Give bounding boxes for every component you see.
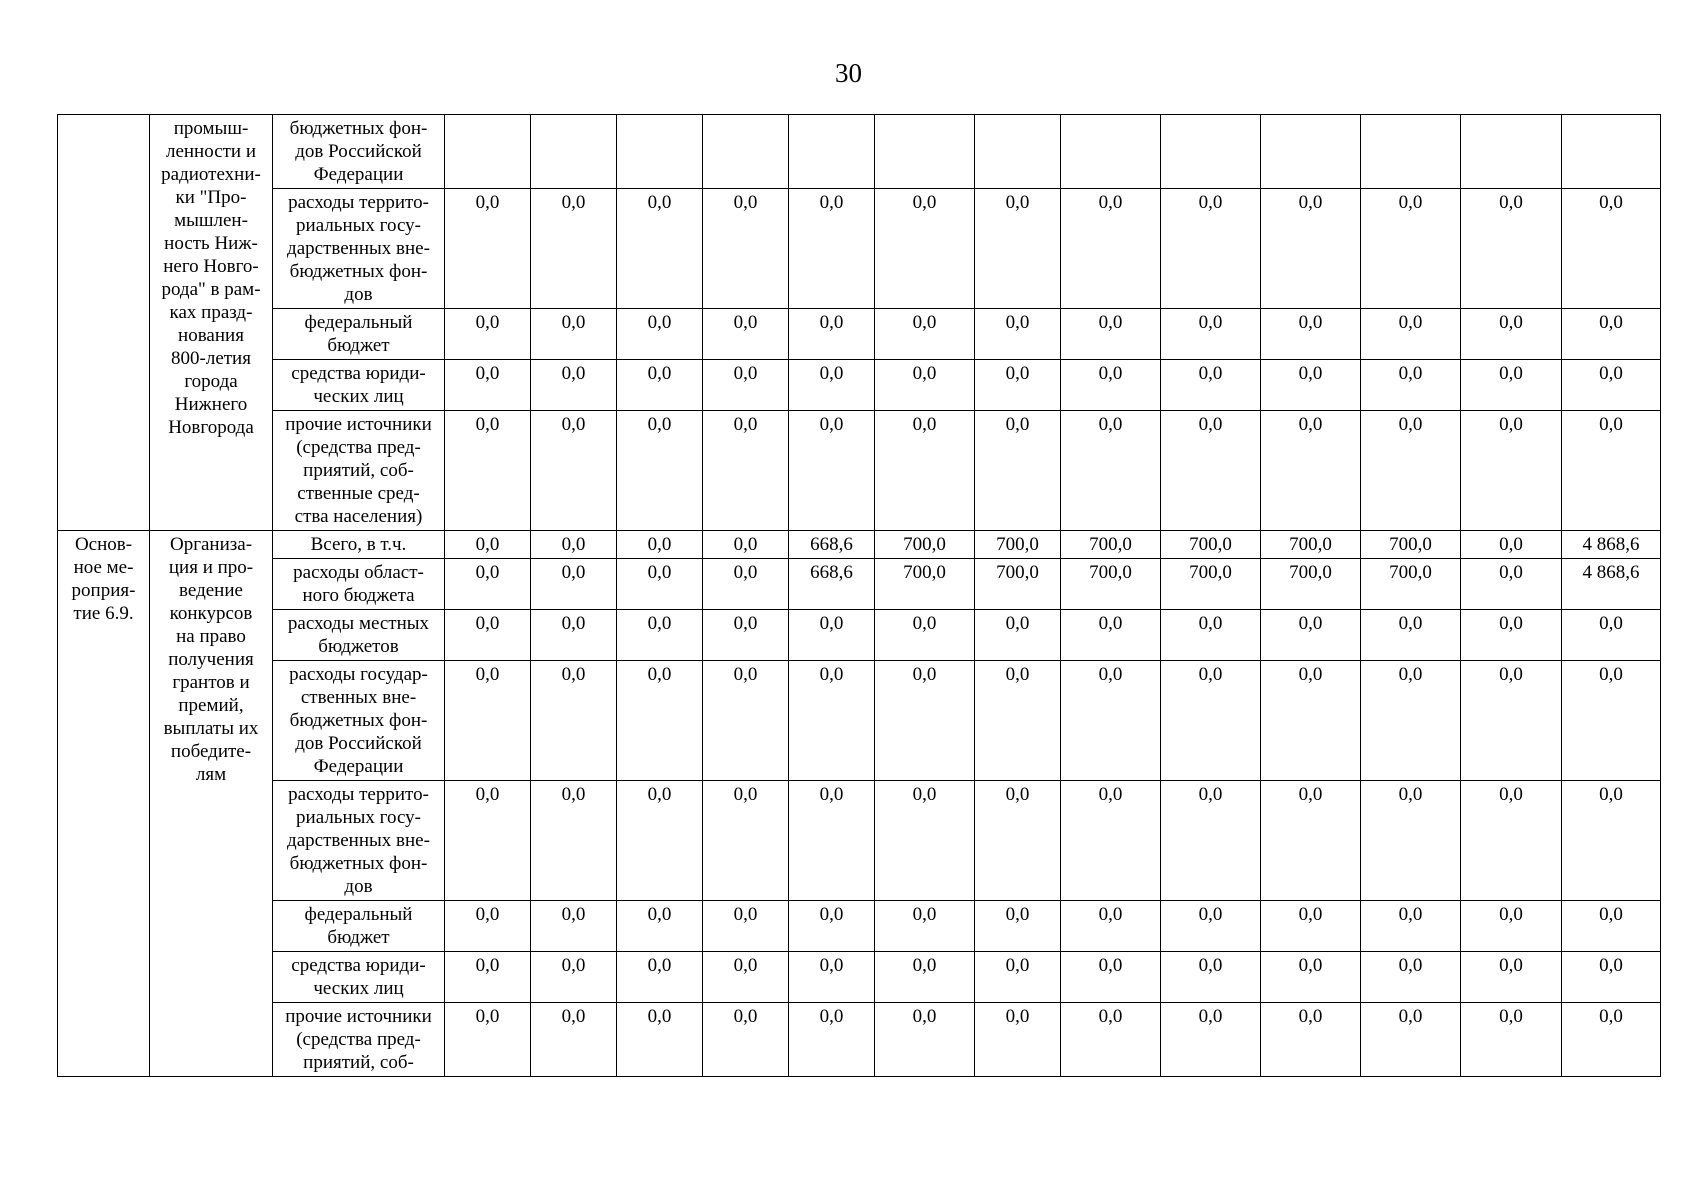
table-row	[58, 531, 1661, 559]
table-row	[58, 952, 1661, 1003]
value-cell: 0,0	[1261, 901, 1361, 952]
value-cell: 0,0	[1461, 661, 1562, 781]
value-cell: 0,0	[703, 1003, 789, 1077]
value-cell: 700,0	[1161, 559, 1261, 610]
value-cell: 0,0	[531, 189, 617, 309]
value-cell: 0,0	[703, 411, 789, 531]
value-cell: 0,0	[1261, 1003, 1361, 1077]
value-cell: 0,0	[1061, 781, 1161, 901]
value-cell: 0,0	[1562, 309, 1661, 360]
value-cell: 0,0	[531, 411, 617, 531]
value-cell	[1562, 115, 1661, 189]
value-cell: 0,0	[1361, 952, 1461, 1003]
value-cell: 0,0	[1261, 781, 1361, 901]
value-cell: 0,0	[1061, 411, 1161, 531]
value-cell: 0,0	[975, 610, 1061, 661]
value-cell: 0,0	[1261, 661, 1361, 781]
value-cell	[617, 115, 703, 189]
value-cell: 0,0	[975, 781, 1061, 901]
funding-source-label: расходы местных бюджетов	[273, 610, 445, 661]
value-cell: 668,6	[789, 559, 875, 610]
value-cell: 0,0	[531, 901, 617, 952]
value-cell: 0,0	[1361, 1003, 1461, 1077]
value-cell	[1361, 115, 1461, 189]
value-cell: 0,0	[617, 309, 703, 360]
value-cell: 0,0	[1361, 411, 1461, 531]
value-cell: 0,0	[1361, 189, 1461, 309]
value-cell: 700,0	[1061, 559, 1161, 610]
value-cell: 0,0	[1562, 901, 1661, 952]
value-cell: 0,0	[789, 309, 875, 360]
funding-source-label: прочие источники (средства пред- приятий, соб-	[273, 1003, 445, 1077]
value-cell: 668,6	[789, 531, 875, 559]
value-cell: 0,0	[1161, 901, 1261, 952]
value-cell: 0,0	[531, 661, 617, 781]
value-cell: 0,0	[875, 952, 975, 1003]
value-cell: 0,0	[1161, 610, 1261, 661]
value-cell: 0,0	[875, 781, 975, 901]
value-cell: 0,0	[1161, 781, 1261, 901]
value-cell: 0,0	[875, 1003, 975, 1077]
value-cell: 0,0	[789, 661, 875, 781]
value-cell: 4 868,6	[1562, 531, 1661, 559]
funding-source-label: средства юриди- ческих лиц	[273, 360, 445, 411]
value-cell: 0,0	[975, 411, 1061, 531]
value-cell: 0,0	[617, 610, 703, 661]
value-cell: 0,0	[1261, 610, 1361, 661]
value-cell: 700,0	[875, 531, 975, 559]
value-cell: 0,0	[531, 781, 617, 901]
value-cell: 0,0	[531, 360, 617, 411]
value-cell: 0,0	[975, 360, 1061, 411]
table-row	[58, 189, 1661, 309]
value-cell: 0,0	[703, 781, 789, 901]
value-cell: 0,0	[1161, 411, 1261, 531]
value-cell: 0,0	[1261, 411, 1361, 531]
value-cell: 0,0	[789, 952, 875, 1003]
funding-source-label: федеральный бюджет	[273, 309, 445, 360]
value-cell: 700,0	[1161, 531, 1261, 559]
measure-code-cell	[58, 115, 150, 531]
value-cell: 0,0	[1361, 360, 1461, 411]
value-cell: 0,0	[1161, 1003, 1261, 1077]
funding-source-label: Всего, в т.ч.	[273, 531, 445, 559]
table-row	[58, 781, 1661, 901]
table-body	[58, 115, 1661, 1077]
value-cell: 0,0	[789, 610, 875, 661]
value-cell: 0,0	[875, 189, 975, 309]
funding-source-label: расходы террито- риальных госу- дарственных вне- бюджетных фон- дов	[273, 781, 445, 901]
value-cell: 0,0	[875, 309, 975, 360]
value-cell: 0,0	[1461, 309, 1562, 360]
value-cell: 0,0	[617, 952, 703, 1003]
value-cell: 700,0	[1361, 531, 1461, 559]
value-cell: 700,0	[875, 559, 975, 610]
value-cell: 0,0	[1461, 1003, 1562, 1077]
table-row	[58, 309, 1661, 360]
value-cell: 0,0	[617, 661, 703, 781]
value-cell: 0,0	[1461, 360, 1562, 411]
value-cell: 0,0	[1061, 901, 1161, 952]
value-cell: 0,0	[1361, 610, 1461, 661]
value-cell: 0,0	[617, 901, 703, 952]
value-cell: 0,0	[875, 610, 975, 661]
value-cell: 0,0	[1061, 1003, 1161, 1077]
value-cell: 0,0	[789, 411, 875, 531]
value-cell	[1461, 115, 1562, 189]
funding-source-label: федеральный бюджет	[273, 901, 445, 952]
value-cell: 0,0	[1161, 360, 1261, 411]
value-cell: 0,0	[617, 411, 703, 531]
value-cell: 0,0	[445, 952, 531, 1003]
value-cell: 0,0	[789, 901, 875, 952]
value-cell: 700,0	[1261, 559, 1361, 610]
value-cell: 700,0	[1361, 559, 1461, 610]
value-cell: 700,0	[1061, 531, 1161, 559]
funding-source-label: расходы террито- риальных госу- дарственных вне- бюджетных фон- дов	[273, 189, 445, 309]
value-cell: 0,0	[1461, 781, 1562, 901]
value-cell: 0,0	[703, 360, 789, 411]
value-cell: 0,0	[789, 781, 875, 901]
value-cell: 0,0	[1461, 901, 1562, 952]
value-cell: 0,0	[1261, 952, 1361, 1003]
value-cell: 0,0	[875, 360, 975, 411]
value-cell	[445, 115, 531, 189]
table-row	[58, 610, 1661, 661]
value-cell: 0,0	[445, 360, 531, 411]
value-cell: 0,0	[1361, 661, 1461, 781]
value-cell: 0,0	[1161, 952, 1261, 1003]
value-cell: 0,0	[1261, 360, 1361, 411]
page-number: 30	[835, 58, 862, 88]
value-cell	[975, 115, 1061, 189]
funding-source-label: прочие источники (средства пред- приятий, соб- ственные сред- ства населения)	[273, 411, 445, 531]
value-cell: 0,0	[617, 360, 703, 411]
table-row	[58, 115, 1661, 189]
value-cell: 0,0	[1461, 610, 1562, 661]
value-cell: 0,0	[445, 901, 531, 952]
value-cell: 0,0	[703, 309, 789, 360]
value-cell: 0,0	[703, 531, 789, 559]
value-cell: 700,0	[975, 531, 1061, 559]
value-cell: 0,0	[1461, 531, 1562, 559]
value-cell: 0,0	[445, 559, 531, 610]
value-cell: 0,0	[1461, 952, 1562, 1003]
value-cell: 0,0	[1161, 309, 1261, 360]
value-cell: 0,0	[1562, 781, 1661, 901]
table-row	[58, 411, 1661, 531]
value-cell: 0,0	[445, 531, 531, 559]
measure-title-cell: Организа- ция и про- ведение конкурсов на право получения грантов и премий, выплаты их победите- лям	[150, 531, 273, 1077]
table-row	[58, 360, 1661, 411]
value-cell: 0,0	[1361, 781, 1461, 901]
value-cell: 0,0	[875, 411, 975, 531]
value-cell: 0,0	[875, 901, 975, 952]
table-row	[58, 559, 1661, 610]
value-cell: 4 868,6	[1562, 559, 1661, 610]
value-cell: 0,0	[1061, 661, 1161, 781]
value-cell: 0,0	[617, 1003, 703, 1077]
value-cell: 0,0	[1562, 610, 1661, 661]
value-cell: 0,0	[1161, 661, 1261, 781]
value-cell	[1161, 115, 1261, 189]
value-cell: 0,0	[703, 661, 789, 781]
funding-source-label: расходы государ- ственных вне- бюджетных фон- дов Российской Федерации	[273, 661, 445, 781]
value-cell	[789, 115, 875, 189]
funding-source-label: средства юриди- ческих лиц	[273, 952, 445, 1003]
value-cell: 0,0	[531, 309, 617, 360]
value-cell	[531, 115, 617, 189]
value-cell: 0,0	[703, 952, 789, 1003]
value-cell	[1261, 115, 1361, 189]
value-cell: 0,0	[1562, 952, 1661, 1003]
table-row	[58, 901, 1661, 952]
value-cell	[703, 115, 789, 189]
value-cell: 0,0	[1061, 189, 1161, 309]
measure-code-cell: Основ- ное ме- роприя- тие 6.9.	[58, 531, 150, 1077]
value-cell: 0,0	[531, 952, 617, 1003]
value-cell: 0,0	[1562, 661, 1661, 781]
value-cell: 0,0	[531, 531, 617, 559]
value-cell	[1061, 115, 1161, 189]
table-row	[58, 1003, 1661, 1077]
value-cell: 0,0	[789, 1003, 875, 1077]
table-row	[58, 661, 1661, 781]
value-cell: 0,0	[703, 610, 789, 661]
value-cell: 0,0	[703, 189, 789, 309]
measure-title-cell: промыш- ленности и радиотехни- ки "Про- мышлен- ность Ниж- него Новго- рода" в рам- ках празд- нования 800-летия города Нижнего Новгорода	[150, 115, 273, 531]
value-cell: 0,0	[1061, 360, 1161, 411]
value-cell: 0,0	[975, 901, 1061, 952]
value-cell: 0,0	[1061, 309, 1161, 360]
value-cell: 0,0	[975, 189, 1061, 309]
value-cell: 0,0	[1161, 189, 1261, 309]
value-cell: 0,0	[789, 189, 875, 309]
budget-table	[57, 114, 1661, 1077]
value-cell: 0,0	[975, 309, 1061, 360]
value-cell: 0,0	[1562, 360, 1661, 411]
value-cell: 0,0	[531, 1003, 617, 1077]
value-cell: 0,0	[1061, 610, 1161, 661]
value-cell	[875, 115, 975, 189]
value-cell: 0,0	[975, 952, 1061, 1003]
funding-source-label: бюджетных фон- дов Российской Федерации	[273, 115, 445, 189]
value-cell: 700,0	[1261, 531, 1361, 559]
value-cell: 0,0	[703, 559, 789, 610]
value-cell: 0,0	[1562, 189, 1661, 309]
funding-source-label: расходы област- ного бюджета	[273, 559, 445, 610]
value-cell: 0,0	[445, 1003, 531, 1077]
value-cell: 0,0	[445, 610, 531, 661]
value-cell: 0,0	[1061, 952, 1161, 1003]
value-cell: 0,0	[1261, 189, 1361, 309]
value-cell: 0,0	[1261, 309, 1361, 360]
value-cell: 0,0	[617, 781, 703, 901]
value-cell: 0,0	[445, 661, 531, 781]
value-cell: 0,0	[445, 189, 531, 309]
value-cell: 0,0	[703, 901, 789, 952]
value-cell: 0,0	[617, 559, 703, 610]
value-cell: 0,0	[975, 1003, 1061, 1077]
value-cell: 700,0	[975, 559, 1061, 610]
value-cell: 0,0	[445, 309, 531, 360]
value-cell: 0,0	[531, 610, 617, 661]
value-cell: 0,0	[1361, 309, 1461, 360]
value-cell: 0,0	[445, 781, 531, 901]
value-cell: 0,0	[1562, 411, 1661, 531]
value-cell: 0,0	[445, 411, 531, 531]
value-cell: 0,0	[1461, 559, 1562, 610]
value-cell: 0,0	[617, 531, 703, 559]
value-cell: 0,0	[975, 661, 1061, 781]
value-cell: 0,0	[1461, 411, 1562, 531]
value-cell: 0,0	[875, 661, 975, 781]
value-cell: 0,0	[1562, 1003, 1661, 1077]
value-cell: 0,0	[531, 559, 617, 610]
value-cell: 0,0	[617, 189, 703, 309]
value-cell: 0,0	[1361, 901, 1461, 952]
value-cell: 0,0	[789, 360, 875, 411]
value-cell: 0,0	[1461, 189, 1562, 309]
